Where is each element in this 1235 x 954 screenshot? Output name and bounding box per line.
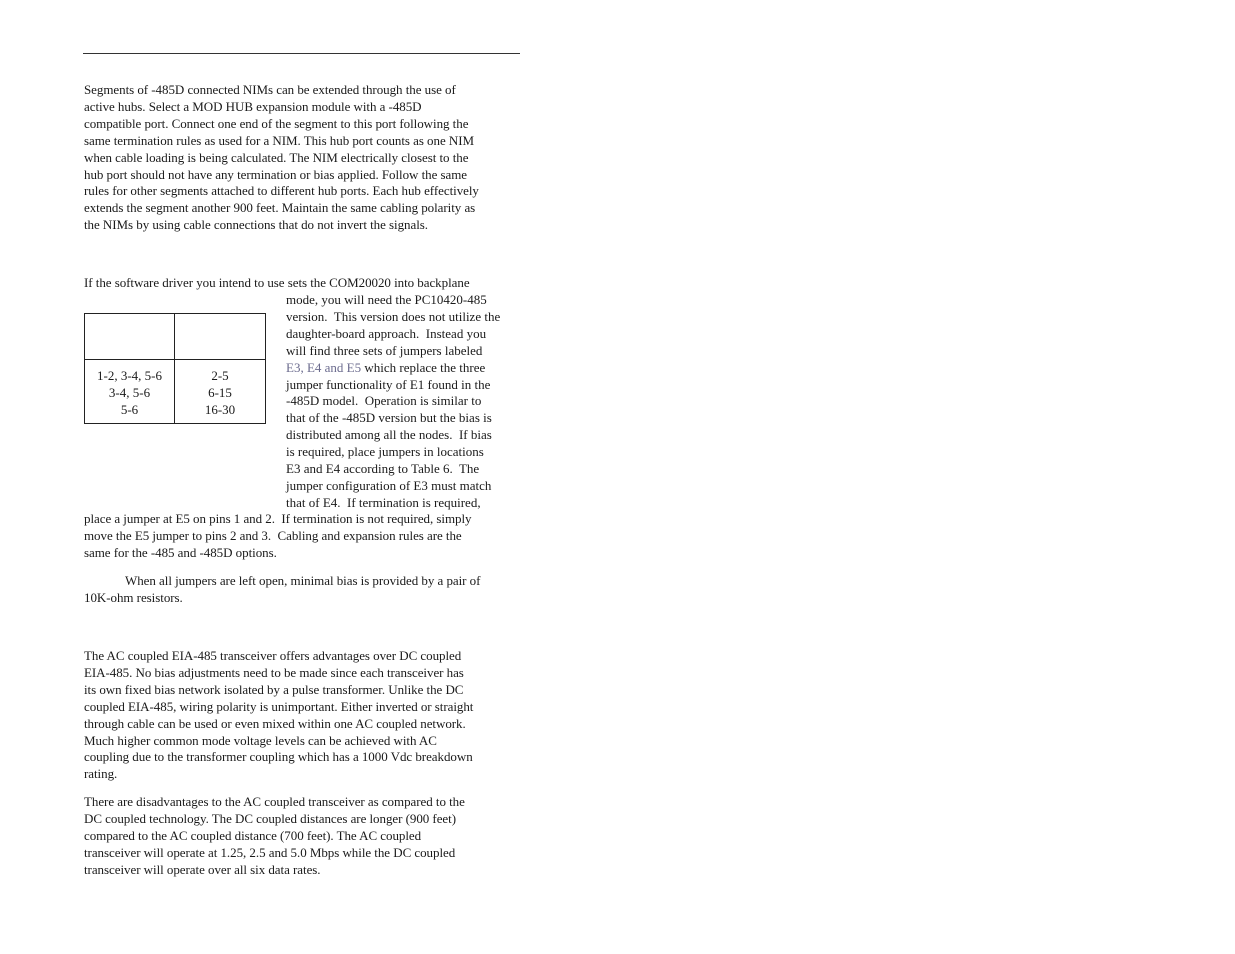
ac-coupled-disadvantages-paragraph: There are disadvantages to the AC coupled transceiver as compared to the DC coupled technology. The DC coupled distances are longer (900 feet) compared to the AC coupled distance (700 feet). The AC coupled transceiver will operate at 1.25, 2.5 and 5.0 Mbps while the DC coupled transceiver will operate over all six data rates.: [84, 794, 465, 877]
note-paragraph: [84, 573, 524, 607]
ac-coupled-advantages-paragraph: The AC coupled EIA-485 transceiver offers advantages over DC coupled EIA-485. No bias adjustments need to be made since each transceiver has its own fixed bias network isolated by a pulse transformer. Unlike the DC coupled EIA-485, wiring polarity is unimportant. Either inverted or straight through cable can be used or even mixed within one AC coupled network. Much higher common mode voltage levels can be achieved with AC coupling due to the transformer coupling which has a 1000 Vdc breakdown rating.: [84, 648, 474, 782]
backplane-wrapped-text: [286, 292, 526, 512]
backplane-intro-line: If the software driver you intend to use sets the COM20020 into backplane: [84, 275, 470, 290]
backplane-text-part2: which replace the three jumper functionality of E1 found in the -485D model. Operation is similar to that of the -485D version but the bias is distributed among all the nodes. If bias is required, place jumpers in locations E3 and E4 according to Table 6. The jumper configuration of E3 must match that of E4. If termination is required,: [286, 359, 492, 510]
backplane-text-part1: mode, you will need the PC10420-485 version. This version does not utilize the daughter-board approach. Instead you will find three sets of jumpers labeled: [286, 292, 501, 358]
table-node-range-column: 2-5 6-15 16-30: [204, 368, 236, 417]
hub-expansion-paragraph: Segments of -485D connected NIMs can be extended through the use of active hubs. Select a MOD HUB expansion module with a -485D compatible port. Connect one end of the segment to this port following the same termination rules as used for a NIM. This hub port counts as one NIM when cable loading is being calculated. The NIM electrically closest to the hub port should not have any termination or bias applied. Follow the same rules for other segments attached to different hub ports. Each hub effectively extends the segment another 900 feet. Maintain the same cabling polarity as the NIMs by using cable connections that do not invert the signals.: [84, 82, 479, 233]
table-jumper-column: 1-2, 3-4, 5-6 3-4, 5-6 5-6: [97, 368, 162, 417]
jumper-labels-highlight: E3, E4 and E5: [286, 359, 362, 375]
jumper-table: [84, 313, 266, 424]
table-header-divider: [85, 359, 265, 360]
backplane-tail-paragraph: place a jumper at E5 on pins 1 and 2. If termination is not required, simply move the E5 jumper to pins 2 and 3. Cabling and expansion rules are the same for the -485 and -485D options.: [84, 511, 472, 560]
header-rule: [83, 53, 520, 54]
note-text: When all jumpers are left open, minimal bias is provided by a pair of 10K-ohm resistors.: [84, 573, 481, 605]
